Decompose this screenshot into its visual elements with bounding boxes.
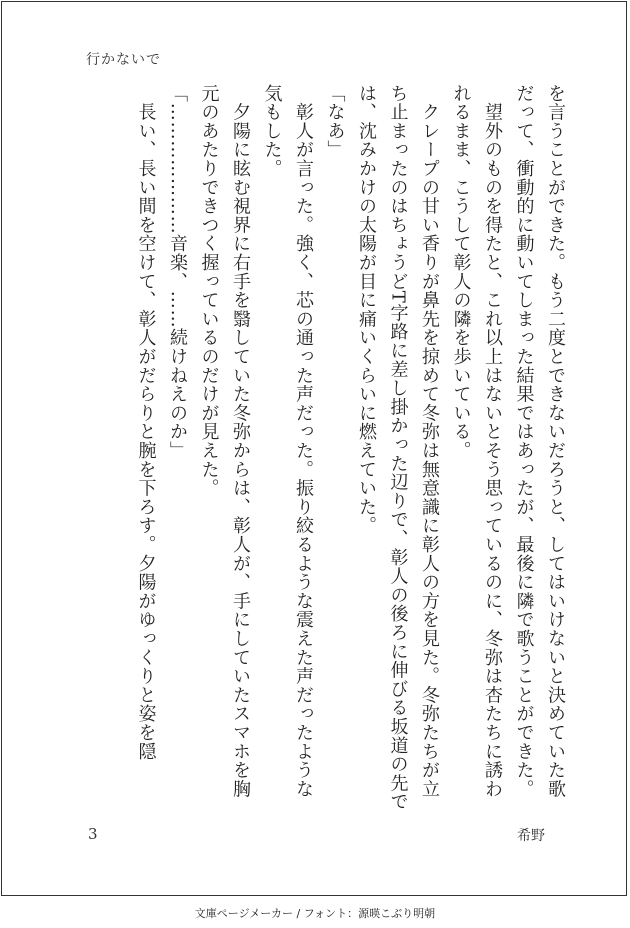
paragraph: を言うことができた。もう二度とできないだろうと、してはいけないと決めていた歌だって、衝動的に動いてしまった結果ではあったが、最後に隣で歌うことができた。 (513, 84, 566, 799)
generator-credit: 文庫ページメーカー / フォント：源暎こぶり明朝 (194, 907, 436, 920)
paragraph: 「なあ」 (324, 84, 346, 160)
paragraph: クレープの甘い香りが鼻先を掠めて冬弥は無意識に彰人の方を見た。冬弥たちが立ち止まったのはちょうどT字路に差し掛かった辺りで、彰人の後ろに伸びる坂道の先では、沈みかけの太陽が目に痛いくらいに燃えていた。 (356, 84, 440, 812)
author-name: 希野 (517, 828, 545, 844)
paragraph: 望外のものを得たと、これ以上はないとそう思っているのに、冬弥は杏たちに誘われるまま、こうして彰人の隣を歩いている。 (450, 84, 503, 799)
page-number: 3 (88, 825, 98, 843)
paragraph: 「…………………音楽、……続けねえのか」 (167, 84, 188, 460)
paragraph: 彰人が言った。強く、芯の通った声だった。振り絞るような震えた声だったような気もした。 (261, 84, 314, 799)
paragraph: 長い、長い間を空けて、彰人がだらりと腕を下ろす。夕陽がゆっくりと姿を隠 (135, 84, 157, 761)
paragraph: 夕陽に眩む視界に右手を翳していた冬弥からは、彰人が、手にしていたスマホを胸元のあたりできつく握っているのだけが見えた。 (198, 84, 251, 799)
body-text (70, 84, 571, 812)
page-frame (1, 1, 627, 896)
running-title: 行かないで (86, 52, 161, 68)
